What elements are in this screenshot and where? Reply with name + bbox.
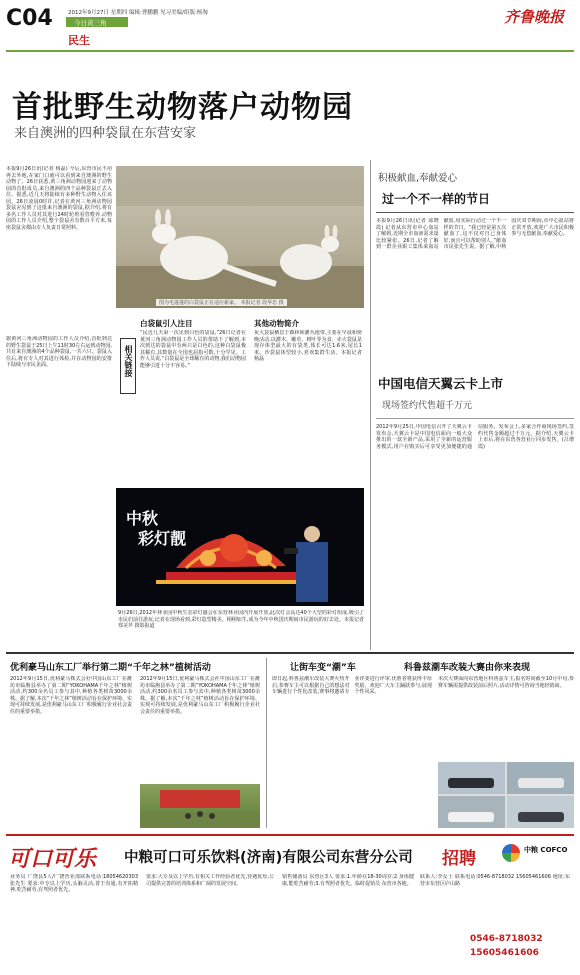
section-band	[66, 17, 128, 27]
cofco-logo-mark	[502, 844, 520, 862]
ad-col-sales: 业务员 广饶县5人/广饶营业部联系电话:18054620303张先生 要求:中专以上学历,头脑灵活,善于沟通,有开拓精神,吃苦耐劳,有驾照者优先。	[10, 874, 138, 893]
lantern-photo	[116, 488, 364, 606]
car-photos-illustration	[438, 762, 574, 828]
blood-rule	[376, 212, 574, 213]
header-rule	[6, 50, 574, 52]
blood-kicker: 积极献血,奉献爱心	[378, 173, 458, 184]
ad-col-contact: 联系人:李女士 联系电话:0546-8718032 15605461606 地址:东营市东营区庐山路	[420, 874, 570, 887]
yokohama-body: 2012年9月15日,优利豪马株式会社中国山东工厂在潍坊市临朐县举办了第二期“YOKOHAMA千年之林”植树活动,约300余名员工参与其中,种植各类树苗3000余株。据了解,本次“千年之林”植树活动旨在保护环境、实现可持续发展,是优利豪马山东工厂积极履行企业社会责任的重要举措。	[10, 676, 132, 715]
subcol-body-white: “民近几天第一次见到白色的袋鼠,”26日记者在黄河三角洲动物园工作人员的帮助下了解到,本次到达的袋鼠中有两只是白色的,这种白袋鼠极其稀有,其数量在全国也屈指可数,十分罕见。工作人员说,“白袋鼠是全球稀有的动物,我们动物园能够引进十分不容易。”	[140, 330, 246, 369]
tree-planting-photo	[140, 784, 260, 828]
masthead-logo: 齐鲁晚报	[504, 8, 565, 26]
telecom-body: 2012年9月25日,中国电信召开了天翼云卡发布会,天翼云卡是中国电信面向一般大众推出的一款全新产品,采用了全新的运营服务模式,用户在购买后可享受更加便捷的通信服务。发布会上,多家合作商现场签约,签约代售金额超过千万元。据介绍,天翼云卡上市后,将在东营各营业厅同步发售。(吕增霞)	[376, 424, 574, 450]
subcol-body-other: 灰大袋鼠栖息于森林和灌丛地带,主要在早晨和傍晚活动,以灌木、嫩草、树叶等为食。赤大袋鼠是现存体型最大的有袋类,体长可达1.6米,尾长1米。沙袋鼠体型较小,喜欢集群生活。本报记者 杨磊	[254, 330, 362, 362]
kangaroo-photo	[116, 166, 364, 308]
recruitment-ad	[6, 834, 574, 974]
blood-body: 本报9月26日讯(记者 邱晓霞) 记者从东营市中心血站了解到,近期全市血液需求量比较紧张。26日,记者了解到一群企业职工集体来血站献血,用实际行动过一个不一样的节日。“我已经是第五次献血了,这不仅对自己身体好,而且可以帮助别人。”献血市民张先生说。据了解,中秋国庆双节期间,市中心血站将正常开放,欢迎广大市民积极参与无偿献血,奉献爱心。	[376, 218, 574, 250]
yokohama-title: 优利豪马山东工厂举行第二期“千年之林”植树活动	[10, 663, 211, 673]
photo-caption: 图为毛蓬蓬的白袋鼠正在适应新家。 本报记者 段华忠 摄	[156, 299, 287, 306]
street-car-body: 即日起,科鲁兹潮车改装大赛火热开启,参赛车主可以根据自己的想法对车辆进行个性化改装,赛事将邀请专业评委进行评审,优胜者将获得丰厚奖励。欢迎广大车主踊跃参与,展现个性风采。	[272, 676, 432, 695]
kangaroo-illustration	[116, 166, 364, 308]
bottom-section-rule	[6, 652, 574, 654]
main-subhead: 来自澳洲的四种袋鼠在东营安家	[14, 126, 197, 141]
ad-company-name: 中粮可口可乐饮料(济南)有限公司东营分公司	[124, 850, 413, 866]
page-header	[0, 0, 580, 62]
lantern-caption: 9月26日,2012年林业园中秋生态彩灯盛会在东营林业园内开展开放,此次灯会高达40个大型的彩灯组成,吸引了市民们前往游玩,记者在现场看到,彩灯造型精美、栩栩如生,成为今年中秋国庆期间市民游玩的好去处。本报记者 郑美芹 摄影报道	[118, 610, 364, 629]
lantern-title-line2: 彩灯靓	[138, 529, 187, 548]
coca-cola-logo: 可口可乐	[8, 846, 97, 872]
street-car-title: 让街车变“潮”车	[290, 663, 356, 673]
cruze-title: 科鲁兹潮车改装大赛由你来表现	[404, 663, 531, 673]
yokohama-body-repeat: 2012年9月15日,优利豪马株式会社中国山东工厂在潍坊市临朐县举办了第二期“YOKOHAMA千年之林”植树活动,约300余名员工参与其中,种植各类树苗3000余株。据了解,本次“千年之林”植树活动旨在保护环境、实现可持续发展,是优利豪马山东工厂积极履行企业社会责任的重要举措。	[140, 676, 260, 715]
ad-col-positions: 销售储备员 东营区3人 要求:1.年龄在18-30周岁;2.身体健康,能吃苦耐劳;3.有驾照者优先。临时促销员 东营市各地。	[282, 874, 414, 887]
lantern-title-line1: 中秋	[126, 509, 159, 528]
car-photo-grid	[438, 762, 574, 828]
column-divider	[370, 160, 371, 650]
related-link-label: 相关链接	[124, 345, 133, 377]
related-link-tag	[120, 338, 136, 394]
article-body-intro: 本报9月26日讯(记者 杨磊) 今后,东营市民不用再去外地,在家门口就可以看到来自澳洲的野生动物了。26日获悉,黄三角洲动物园迎来了动物园的首批成员,来自澳洲的四个品种袋鼠正式入住。据悉,近几天将陆续有多种野生动物入住该园。26日凌晨0时许,记者在黄河三角洲动物园袋鼠舍见到了这批来自澳洲的袋鼠,据介绍,将有多名工作人员对其进行24时轮班看管喂养,动物园的工作人员介绍,整个袋鼠舍有数百平方米,每座袋鼠舍都由专人负责日常照料。	[6, 166, 112, 231]
article-body-continued: 据黄河三角洲动物园的工作人员介绍,首批到达的野生袋鼠于25日上午11时30左右运到动物园,共有来自澳洲的4个品种袋鼠,一共六只。袋鼠入住后,将有专人对其进行体检,并在动物园的安排下陆续与市民见面。	[6, 336, 112, 368]
yokohama-body-col2	[140, 676, 260, 776]
cofco-logo-text: 中粮 COFCO	[524, 846, 568, 854]
tree-planting-illustration	[140, 784, 260, 828]
date-line: 2012年9月27日 星期四 编辑:曹鹏鹏 见习美编/组版:杨淘	[68, 10, 208, 16]
ad-col-requirements: 要求:大专及以上学历,有相关工作经验者优先,待遇优厚,公司提供完善的培训体系和广阔的发展空间。	[146, 874, 274, 887]
band-label: 今日黄三角	[74, 19, 107, 27]
page-code: C04	[6, 6, 53, 31]
telecom-title: 中国电信天翼云卡上市	[378, 376, 504, 391]
telecom-rule	[376, 418, 574, 419]
blood-title: 过一个不一样的节日	[382, 192, 491, 206]
cruze-body: 本次大赛面向东营地区科鲁兹车主,报名时间截至10月中旬,参赛车辆需提供改装前后照片,活动详情可咨询当地经销商。	[438, 676, 574, 689]
main-headline: 首批野生动物落户动物园	[12, 90, 353, 125]
section-title: 民生	[68, 34, 90, 47]
subcol-title-white: 白袋鼠引人注目	[140, 319, 193, 328]
telecom-subtitle: 现场签约代售超千万元	[382, 401, 473, 411]
subcol-title-other: 其他动物简介	[254, 319, 299, 328]
bottom-divider-1	[266, 658, 267, 828]
ad-recruit-label: 招聘	[442, 849, 476, 869]
ad-phone-1: 0546-8718032	[470, 934, 543, 944]
ad-phone-2: 15605461606	[470, 948, 539, 958]
cofco-logo	[502, 842, 570, 866]
